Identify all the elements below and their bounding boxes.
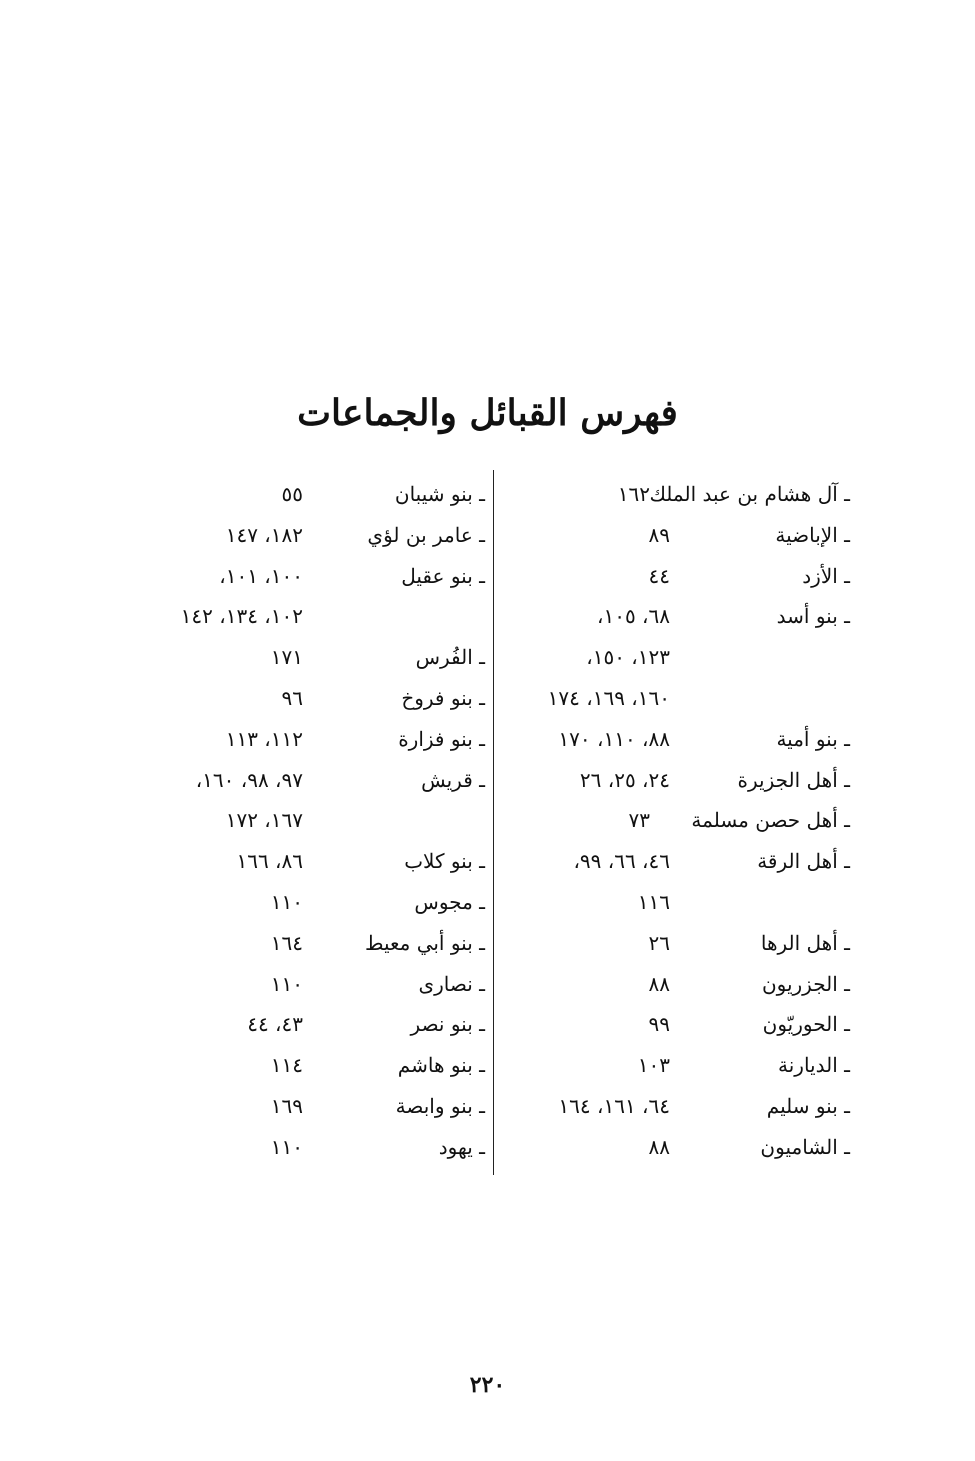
index-column-left — [135, 474, 485, 1168]
entry-pages: ٤٤ — [648, 563, 670, 588]
entry-name: ـ بنو شيبان — [394, 482, 485, 506]
entry-pages: ١٦٩ — [270, 1093, 303, 1118]
entry-name: ـ بنو عقيل — [401, 563, 485, 588]
column-divider — [493, 470, 494, 1175]
entry-pages: ١١٠ — [270, 971, 303, 996]
index-entry — [510, 760, 850, 801]
index-entry — [510, 1004, 850, 1045]
index-column-right — [510, 474, 850, 1168]
entry-pages: ٦٨، ١٠٥، — [597, 604, 670, 629]
index-entry — [510, 1086, 850, 1127]
entry-name: ـ عامر بن لؤي — [367, 522, 485, 547]
index-entry — [135, 760, 485, 801]
entry-name: ـ الحوريّون — [762, 1012, 850, 1037]
index-entry — [135, 800, 485, 841]
entry-pages: ١٦٢ — [617, 482, 650, 506]
index-entry — [510, 719, 850, 760]
entry-name: ـ أهل حصن مسلمة — [691, 808, 850, 833]
entry-name: ـ الجزريون — [761, 971, 850, 996]
index-entry — [135, 1086, 485, 1127]
entry-name: ـ بنو هاشم — [397, 1053, 485, 1078]
entry-name: ـ مجوس — [414, 889, 485, 914]
entry-pages: ١٦٠، ١٦٩، ١٧٤ — [547, 685, 670, 710]
index-entry — [510, 800, 850, 841]
entry-pages: ١٨٢، ١٤٧ — [225, 522, 303, 547]
index-entry — [135, 637, 485, 678]
entry-name: ـ الديارنة — [778, 1053, 850, 1078]
index-entry — [135, 1045, 485, 1086]
entry-pages: ٢٤، ٢٥، ٢٦ — [579, 767, 670, 792]
entry-name: ـ آل هشام بن عبد الملك — [649, 482, 850, 506]
index-entry — [510, 474, 850, 515]
index-entry — [135, 556, 485, 597]
entry-pages: ٢٦ — [648, 930, 670, 955]
entry-pages: ٩٧، ٩٨، ١٦٠، — [195, 767, 303, 792]
entry-pages: ١١٠ — [270, 889, 303, 914]
index-entry — [135, 474, 485, 515]
index-entry — [510, 1045, 850, 1086]
index-entry — [510, 882, 850, 923]
entry-name: ـ أهل الرقة — [757, 849, 850, 874]
index-title: فهرس القبائل والجماعات — [297, 392, 678, 434]
entry-pages: ٤٦، ٦٦، ٩٩، — [573, 849, 670, 874]
entry-name: ـ بنو نصر — [410, 1012, 485, 1037]
entry-name: ـ بنو أسد — [776, 604, 850, 629]
index-entry — [510, 596, 850, 637]
index-entry — [510, 841, 850, 882]
entry-pages: ٩٦ — [281, 685, 303, 710]
entry-name: ـ نصارى — [418, 971, 485, 996]
entry-pages: ١١٤ — [270, 1053, 303, 1078]
entry-pages: ٦٤، ١٦١، ١٦٤ — [558, 1093, 670, 1118]
entry-pages: ٩٩ — [648, 1012, 670, 1037]
index-entry — [135, 1004, 485, 1045]
entry-pages: ٨٨ — [648, 1134, 670, 1159]
page-number: ٢٢٠ — [469, 1372, 506, 1398]
entry-pages: ١٠٠، ١٠١، — [219, 563, 303, 588]
entry-pages: ١٢٣، ١٥٠، — [586, 645, 670, 670]
index-entry — [510, 515, 850, 556]
entry-name: ـ أهل الجزيرة — [737, 767, 850, 792]
entry-name: ـ قريش — [421, 767, 485, 792]
entry-name: ـ بنو سليم — [766, 1093, 850, 1118]
entry-pages: ١١٠ — [270, 1134, 303, 1159]
entry-name: ـ بنو كلاب — [404, 849, 485, 874]
entry-name: ـ أهل الرها — [760, 930, 850, 955]
entry-name: ـ الفُرس — [415, 645, 485, 670]
index-entry — [510, 1127, 850, 1168]
entry-pages: ٤٣، ٤٤ — [247, 1012, 303, 1037]
index-entry — [510, 964, 850, 1005]
entry-name: ـ بنو وابصة — [395, 1093, 485, 1118]
entry-pages: ٨٨، ١١٠، ١٧٠ — [558, 726, 670, 751]
index-entry — [135, 923, 485, 964]
entry-name: ـ الشاميون — [760, 1134, 850, 1159]
index-entry — [135, 515, 485, 556]
entry-pages: ١٦٧، ١٧٢ — [225, 808, 303, 833]
entry-pages: ١١٢، ١١٣ — [225, 726, 303, 751]
index-entry — [135, 841, 485, 882]
index-entry — [510, 678, 850, 719]
entry-pages: ٨٩ — [648, 522, 670, 547]
entry-pages: ٥٥ — [281, 482, 303, 506]
index-entry — [510, 637, 850, 678]
index-entry — [135, 882, 485, 923]
index-entry — [510, 923, 850, 964]
entry-pages: ١٦٤ — [270, 930, 303, 955]
entry-pages: ١٧١ — [270, 645, 303, 670]
entry-name: ـ بنو أبي معيط — [364, 930, 485, 955]
entry-name: ـ الأزد — [802, 563, 850, 588]
index-entry — [510, 556, 850, 597]
entry-name: ـ الإباضية — [775, 522, 850, 547]
entry-name: ـ بنو أمية — [776, 726, 850, 751]
entry-name: ـ بنو فزارة — [398, 726, 485, 751]
entry-name: ـ بنو فروخ — [401, 685, 485, 710]
entry-name: ـ يهود — [438, 1134, 485, 1159]
entry-pages: ١٠٣ — [637, 1053, 670, 1078]
entry-pages: ١٠٢، ١٣٤، ١٤٢ — [180, 604, 303, 629]
index-entry — [135, 719, 485, 760]
entry-pages: ٧٣ — [628, 808, 650, 833]
entry-pages: ٨٦، ١٦٦ — [236, 849, 303, 874]
entry-pages: ٨٨ — [648, 971, 670, 996]
index-entry — [135, 596, 485, 637]
entry-pages: ١١٦ — [637, 889, 670, 914]
index-entry — [135, 1127, 485, 1168]
index-entry — [135, 964, 485, 1005]
index-entry — [135, 678, 485, 719]
